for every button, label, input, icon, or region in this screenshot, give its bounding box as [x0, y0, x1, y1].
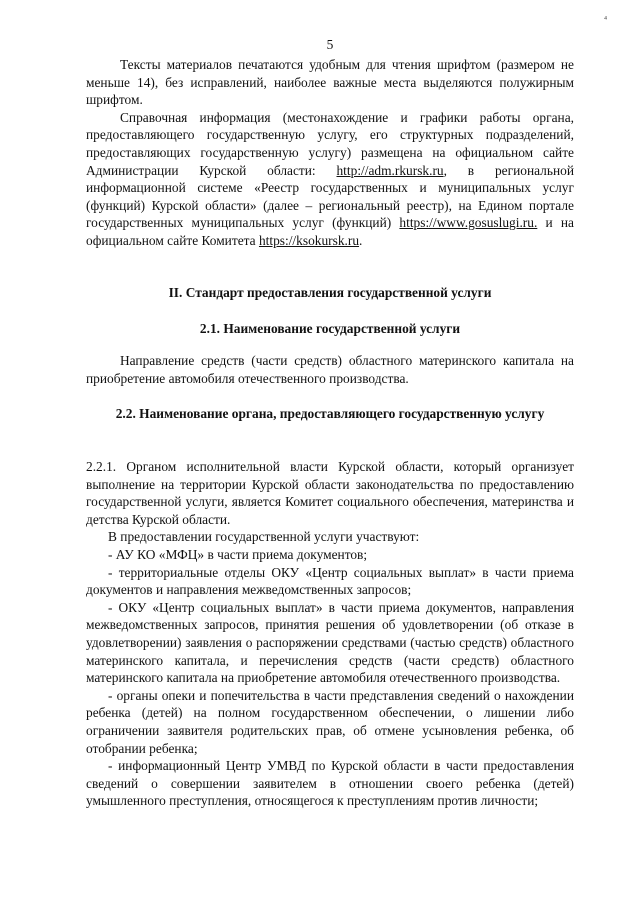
participant-item: - АУ КО «МФЦ» в части приема документов; — [108, 546, 368, 562]
reference-info-text-3: и на официальном сайте Комитета — [86, 215, 574, 248]
intro-paragraph-fonts: Тексты материалов печатаются удобным для чтения шрифтом (размером не меньше 14), без исправлений, наиболее важные места выделяются полужирным шрифтом. — [86, 57, 574, 108]
section-2-2-title: 2.2. Наименование органа, предоставляющего государственную услугу — [115, 406, 545, 421]
section-2-1-text: Направление средств (части средств) областного материнского капитала на приобретение автомобиля отечественного производства. — [86, 353, 574, 386]
ksokursk-link[interactable]: https://ksokursk.ru — [258, 232, 360, 248]
intro-block — [86, 56, 574, 250]
reference-info-text: Справочная информация (местонахождение и графики работы органа, предоставляющего государственную услугу, его структурных подразделений, предоставляющих государственную услугу) размещена на официальном сайте Администрации Курской области: — [86, 109, 574, 178]
corner-mark: ⁴ — [604, 14, 608, 24]
section-2-heading-block — [86, 284, 574, 302]
participants-intro: В предоставлении государственной услуги участвуют: — [108, 529, 420, 545]
section-2-1-text-block — [86, 352, 574, 387]
participant-item: - ОКУ «Центр социальных выплат» в части приема документов, направления межведомственных запросов, принятия решения об удовлетворении (об отказе в удовлетворении) заявления о распоряжении средствами (частью средств) областного материнского капитала, и перечисления средств (части средств) областного материнского капитала на приобретение автомобиля отечественного производства. — [86, 599, 574, 686]
section-2-2-heading-block — [86, 405, 574, 423]
page-number: 5 — [326, 37, 334, 52]
section-2-1-heading-block — [86, 320, 574, 338]
section-2-2-body — [86, 458, 574, 810]
participant-item: - территориальные отделы ОКУ «Центр социальных выплат» в части приема документов и направления межведомственных запросов; — [86, 564, 574, 598]
gosuslugi-link[interactable]: https://www.gosuslugi.ru. — [399, 215, 538, 231]
reference-info-text-2: , в региональной информационной системе «Реестр государственных и муниципальных услуг (функций) Курской области» (далее – региональный реестр), на Едином портале государственных муниципальных услуг (функций) — [86, 162, 574, 231]
adm-rkursk-link[interactable]: http://adm.rkursk.ru — [336, 162, 444, 178]
section-2-title: II. Стандарт предоставления государственной услуги — [168, 285, 492, 300]
participant-item: - органы опеки и попечительства в части представления сведений о нахождении ребенка (детей) на полном государственном обеспечении, о лишении либо ограничении заявителя родительских прав, об отмене усыновления ребенка, об отобрании ребенка; — [86, 687, 574, 756]
reference-info-end: . — [359, 232, 363, 248]
intro-paragraph-reference-info — [86, 109, 574, 250]
participant-item: - информационный Центр УМВД по Курской области в части предоставления сведений о совершении заявителем в отношении своего ребенка (детей) умышленного преступления, относящегося к преступлениям против личности; — [86, 758, 574, 809]
section-2-2-1-text: 2.2.1. Органом исполнительной власти Курской области, который организует выполнение на территории Курской области законодательства по предоставлению государственной услуги, является Комитет социального обеспечения, материнства и детства Курской области. — [86, 459, 574, 527]
section-2-1-title: 2.1. Наименование государственной услуги — [199, 321, 461, 336]
